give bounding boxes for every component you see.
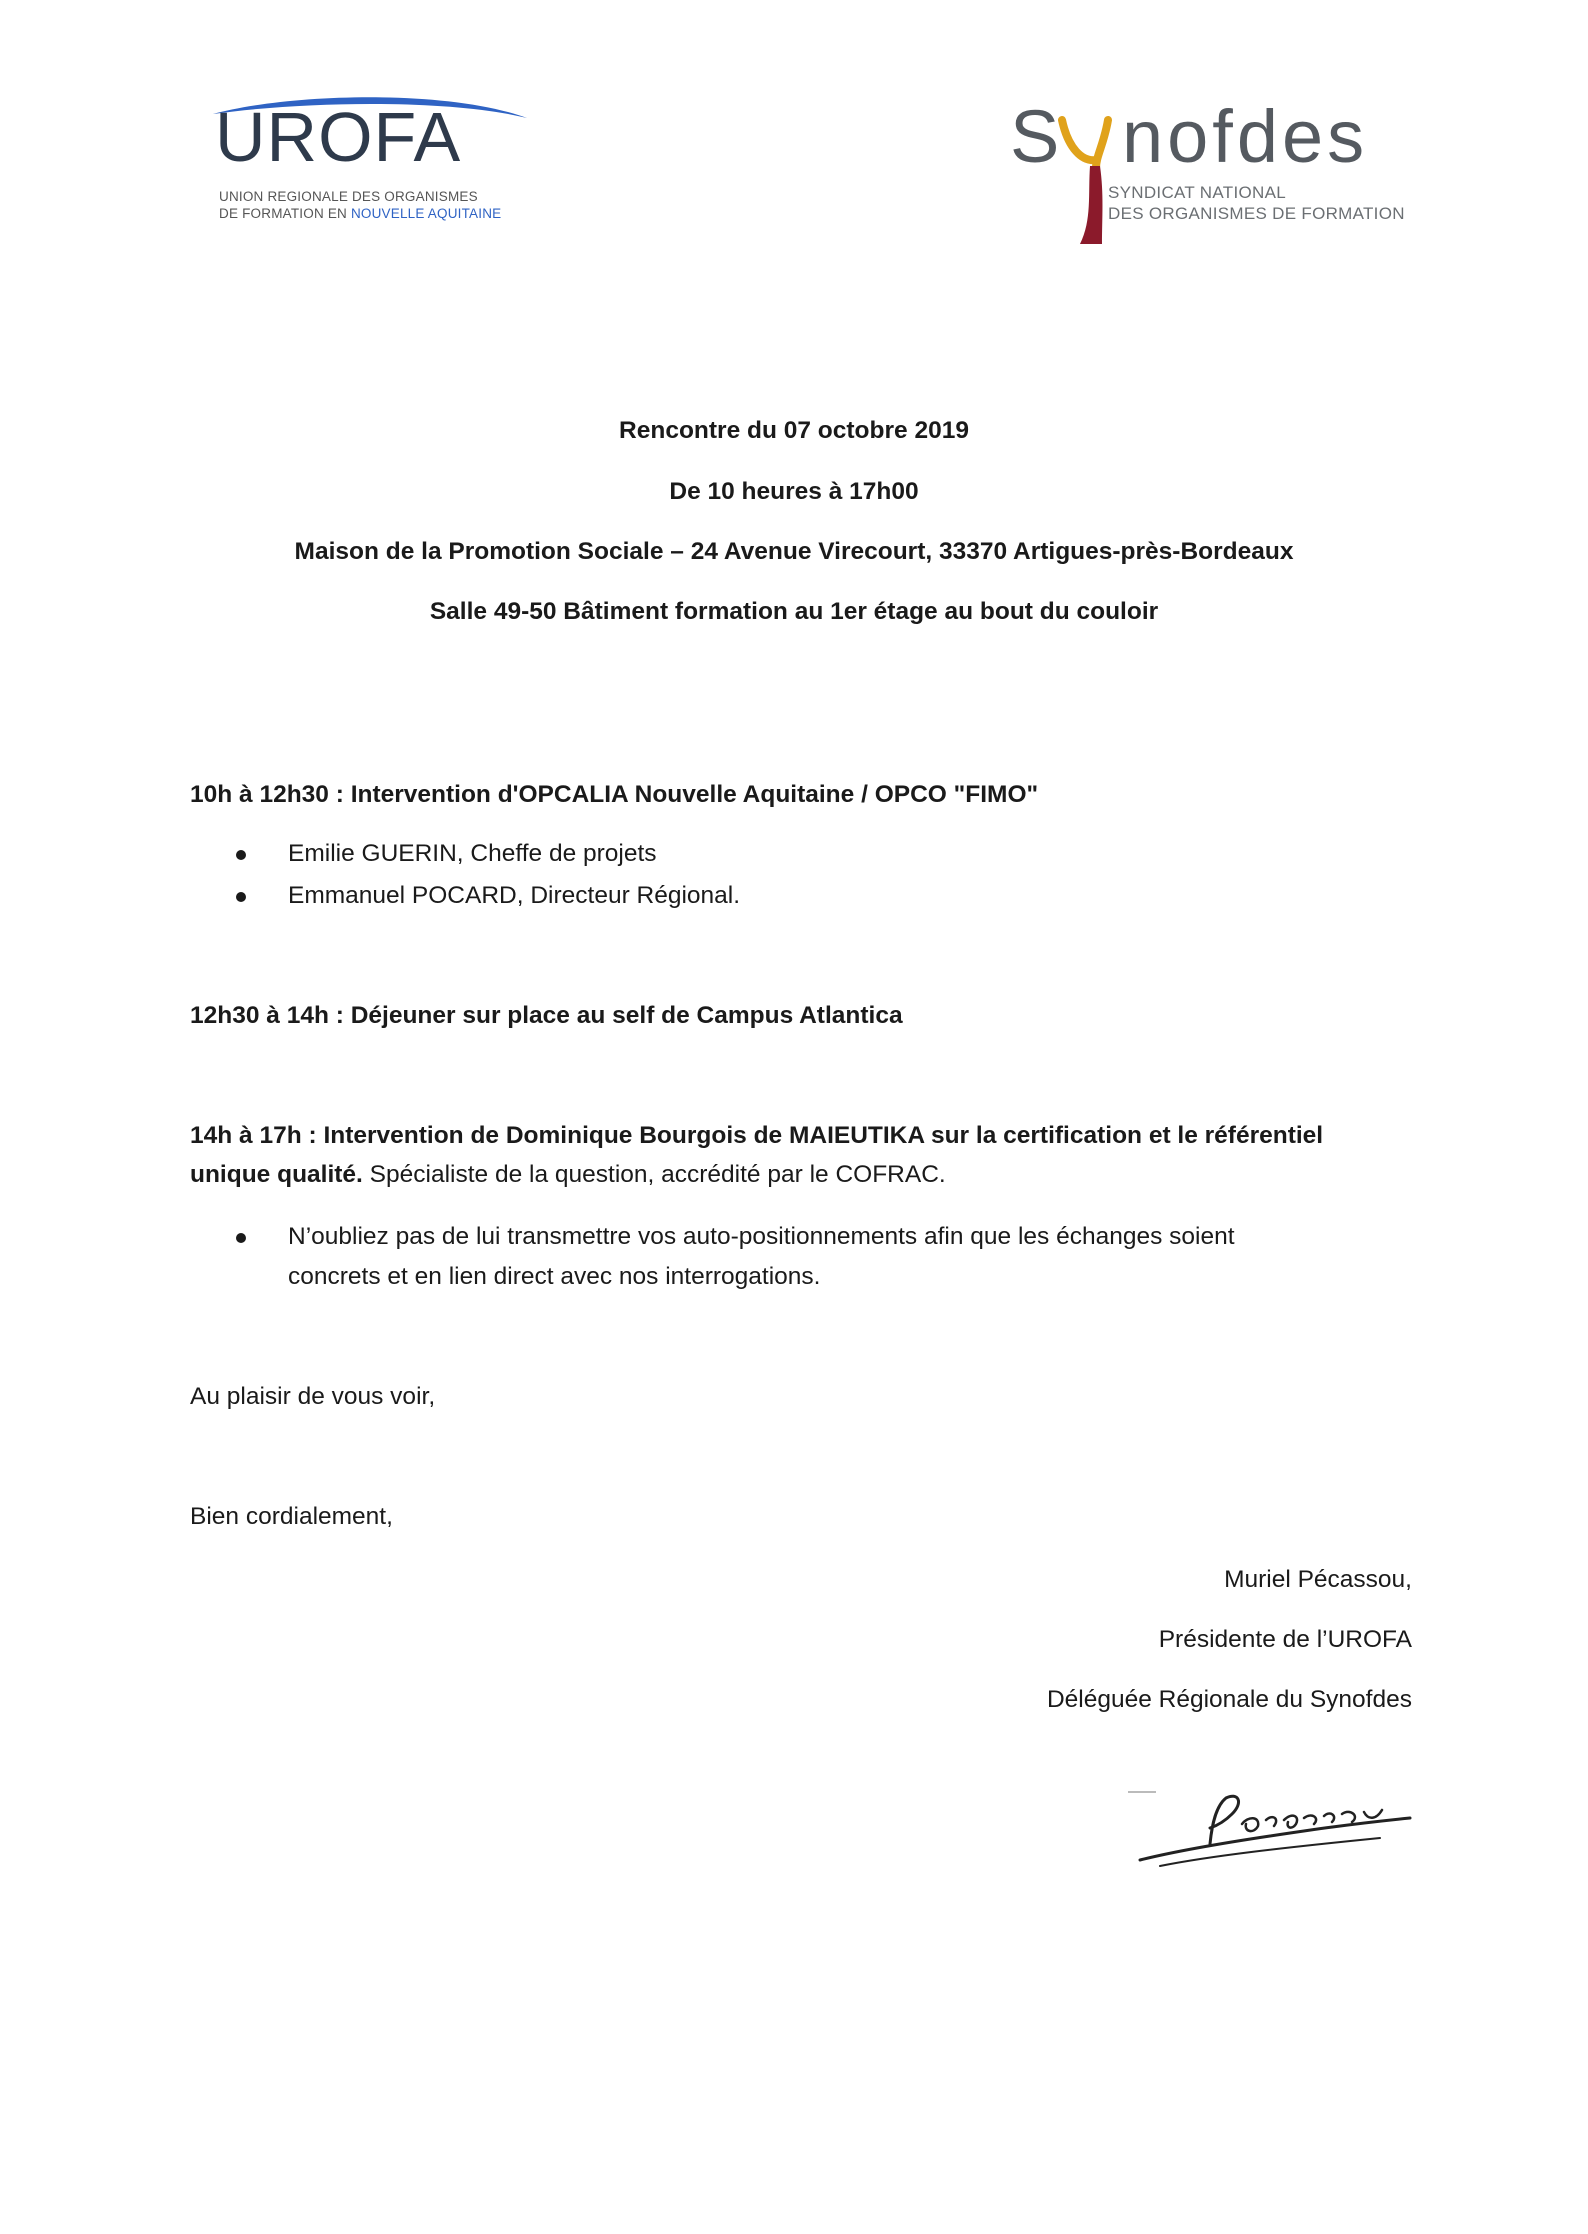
handwritten-signature (1120, 1780, 1420, 1880)
signer-role-urofa: Présidente de l’UROFA (1158, 1626, 1412, 1653)
urofa-subtitle-line1: UNION REGIONALE DES ORGANISMES (219, 189, 478, 204)
meeting-hours: De 10 heures à 17h00 (669, 478, 919, 505)
urofa-logo-name: UROFA (215, 98, 462, 176)
urofa-subtitle-accent: NOUVELLE AQUITAINE (350, 206, 502, 221)
closing-greeting: Au plaisir de vous voir, (190, 1383, 436, 1410)
closing-regards: Bien cordialement, (190, 1503, 393, 1530)
bullet-icon (236, 1233, 246, 1243)
bullet-text-line1: N’oubliez pas de lui transmettre vos auto-positionnements afin que les échanges soient (288, 1223, 1235, 1250)
urofa-logo-subtitle (219, 188, 539, 222)
agenda-item3-heading-rest: Spécialiste de la question, accrédité par le COFRAC. (362, 1161, 946, 1188)
bullet-icon (236, 850, 246, 860)
meeting-location: Maison de la Promotion Sociale – 24 Avenue Virecourt, 33370 Artigues-près-Bordeaux (294, 538, 1294, 565)
svg-text:nofdes: nofdes (1122, 98, 1369, 178)
meeting-title: Rencontre du 07 octobre 2019 (619, 417, 969, 444)
synofdes-logo (1010, 98, 1430, 238)
agenda-item3-heading-line2 (190, 1155, 946, 1195)
signer-role-synofdes: Déléguée Régionale du Synofdes (1046, 1686, 1412, 1713)
signer-name: Muriel Pécassou, (1224, 1566, 1412, 1593)
svg-text:S: S (1010, 98, 1063, 178)
urofa-subtitle-prefix: DE FORMATION EN (219, 206, 351, 221)
synofdes-subtitle-line1: SYNDICAT NATIONAL (1108, 183, 1286, 202)
synofdes-subtitle-line2: DES ORGANISMES DE FORMATION (1108, 204, 1405, 223)
synofdes-wordmark-icon (1010, 98, 1430, 248)
bullet-text: Emilie GUERIN, Cheffe de projets (288, 840, 657, 867)
synofdes-logo-subtitle (1108, 182, 1405, 224)
meeting-room: Salle 49-50 Bâtiment formation au 1er étage au bout du couloir (429, 598, 1159, 625)
urofa-logo (205, 92, 535, 232)
urofa-subtitle-line2 (219, 205, 539, 222)
bullet-icon (236, 892, 246, 902)
bullet-text: Emmanuel POCARD, Directeur Régional. (288, 882, 741, 909)
bullet-text-line2: concrets et en lien direct avec nos interrogations. (288, 1263, 821, 1290)
agenda-item1-heading: 10h à 12h30 : Intervention d'OPCALIA Nouvelle Aquitaine / OPCO "FIMO" (190, 781, 1039, 808)
agenda-item2-heading: 12h30 à 14h : Déjeuner sur place au self de Campus Atlantica (190, 1002, 903, 1029)
agenda-item3-heading-bold: unique qualité. (190, 1161, 363, 1188)
agenda-item3-heading-line1: 14h à 17h : Intervention de Dominique Bourgois de MAIEUTIKA sur la certification et le référentiel (190, 1122, 1324, 1149)
